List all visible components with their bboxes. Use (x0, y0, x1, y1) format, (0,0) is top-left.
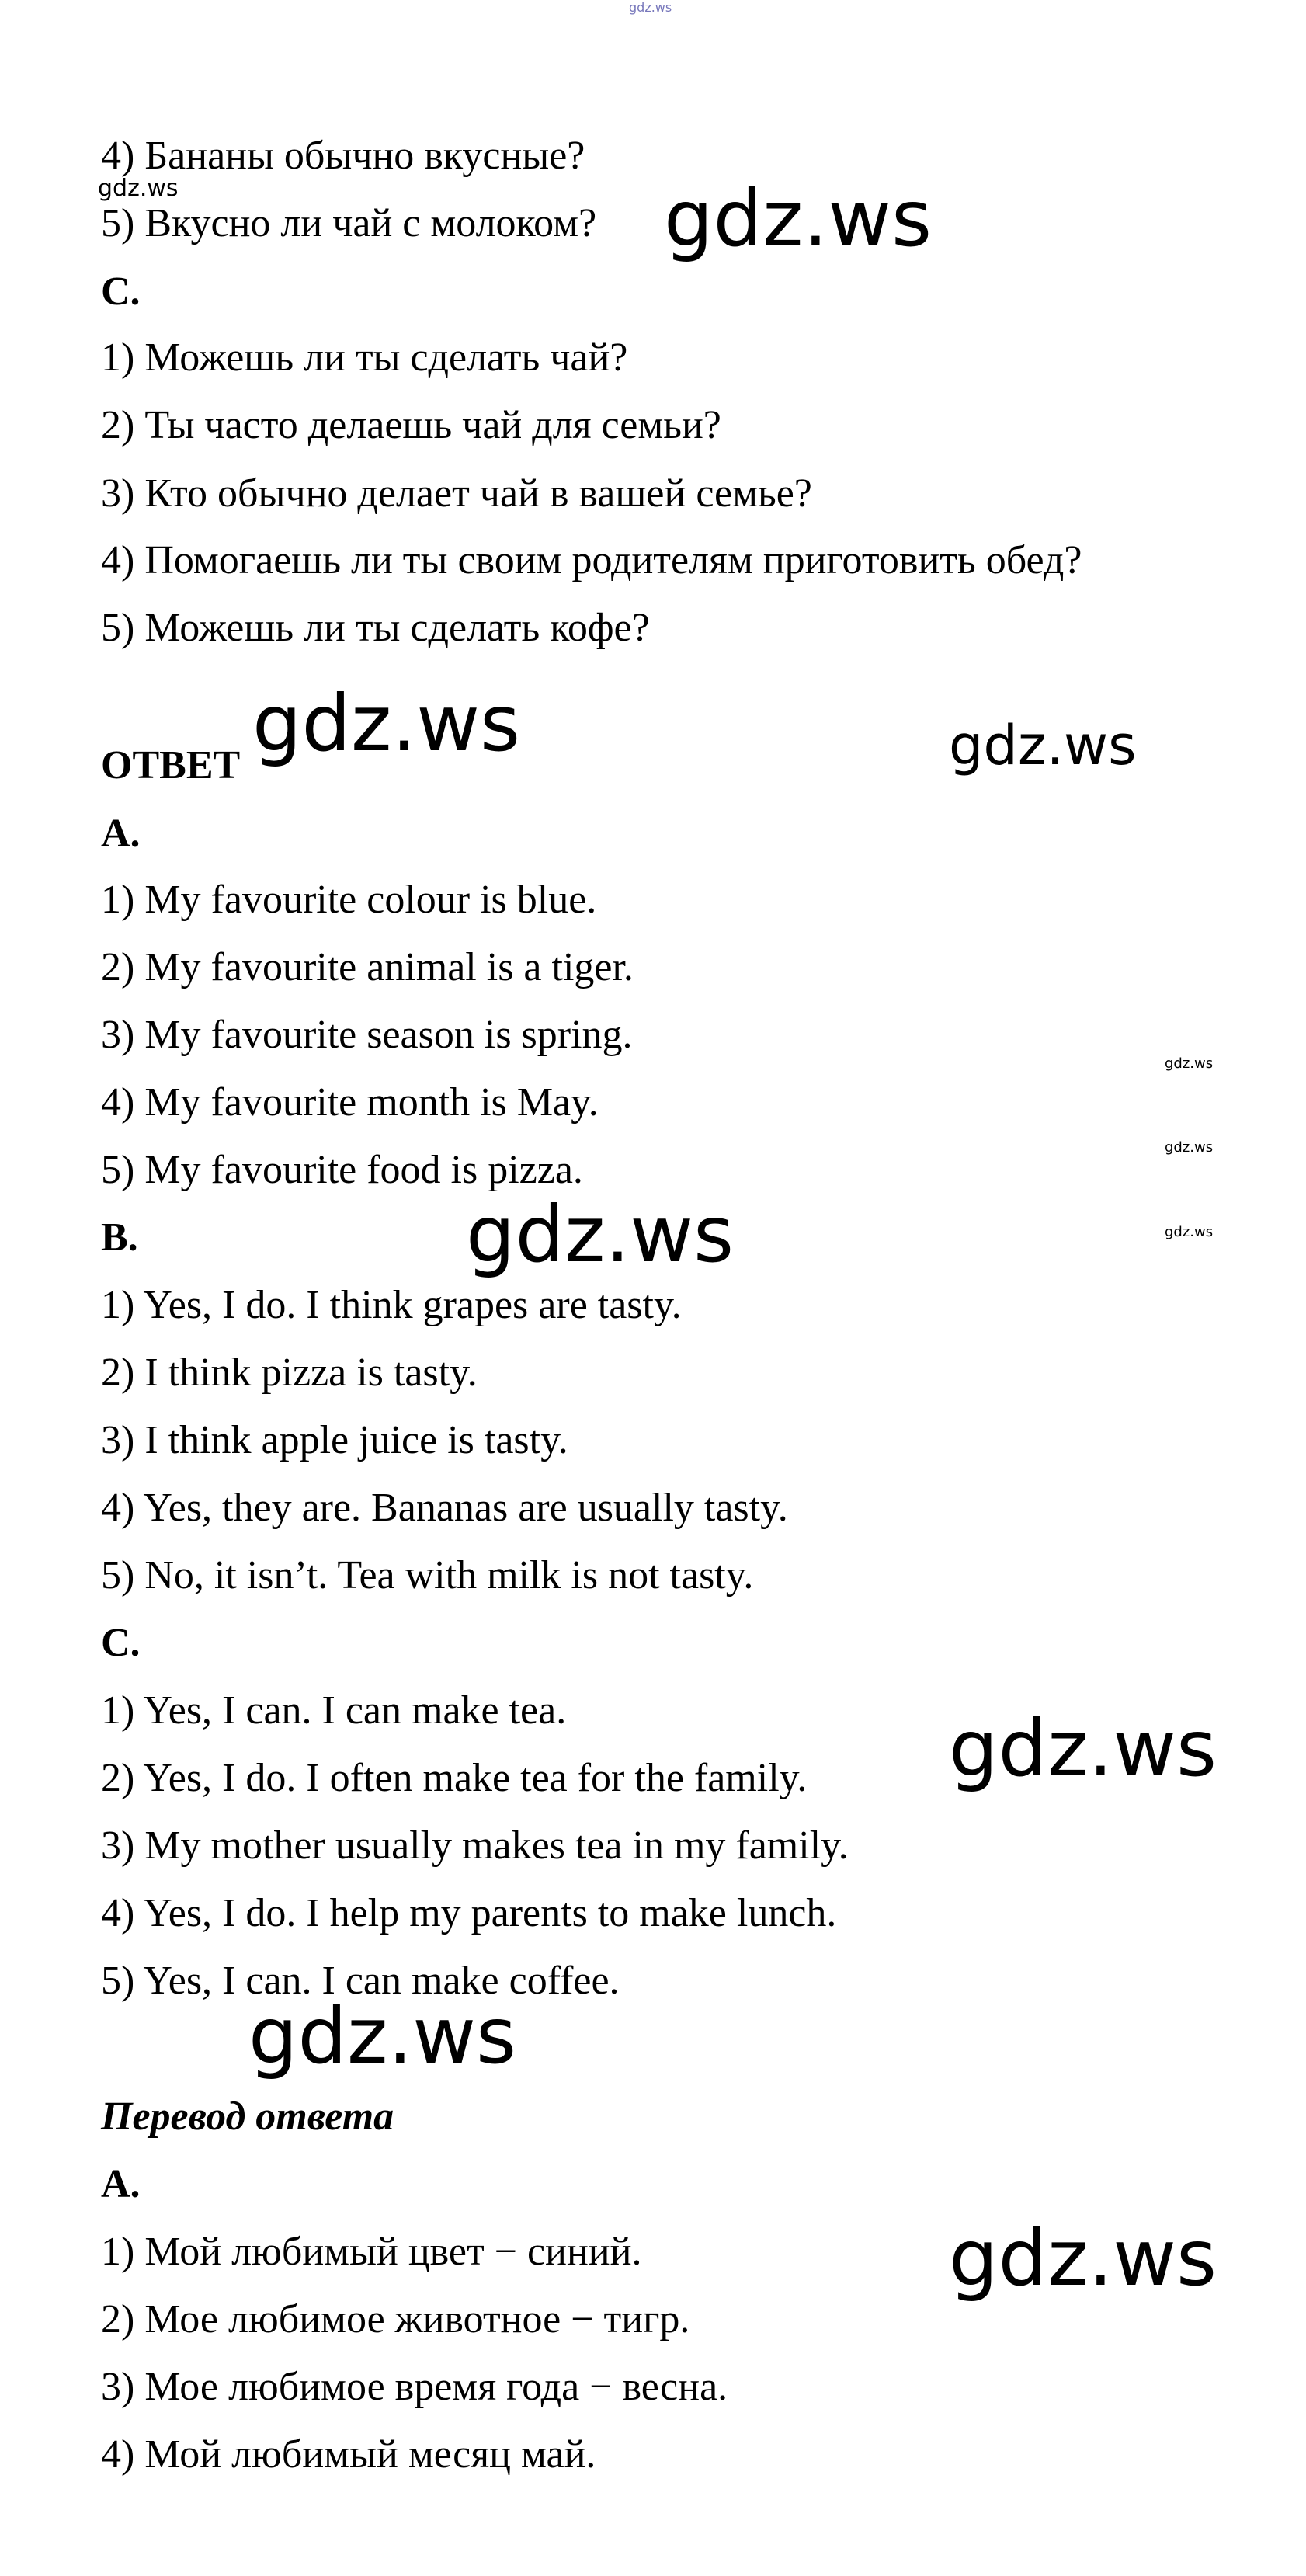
answer-a-item-2: 2) My favourite animal is a tiger. (101, 945, 634, 989)
translation-a-item-3: 3) Мое любимое время года − весна. (101, 2365, 728, 2409)
answer-c-heading: C. (101, 1621, 141, 1665)
watermark-big-2: gdz.ws (252, 678, 521, 769)
section-c-ru-item-2: 2) Ты часто делаешь чай для семьи? (101, 403, 721, 447)
section-c-ru-item-3: 3) Кто обычно делает чай в вашей семье? (101, 471, 812, 516)
answer-b-item-5: 5) No, it isn’t. Tea with milk is not tasty. (101, 1553, 754, 1597)
section-c-ru-item-4: 4) Помогаешь ли ты своим родителям приготовить обед? (101, 538, 1082, 582)
question-5: 5) Вкусно ли чай с молоком? (101, 201, 597, 245)
section-c-ru-heading: C. (101, 269, 141, 314)
watermark-big-5: gdz.ws (248, 1990, 517, 2081)
answer-b-item-2: 2) I think pizza is tasty. (101, 1351, 478, 1395)
section-c-ru-item-5: 5) Можешь ли ты сделать кофе? (101, 606, 650, 650)
watermark-top: gdz.ws (629, 0, 672, 15)
answer-a-item-4: 4) My favourite month is May. (101, 1080, 599, 1125)
watermark-big-4: gdz.ws (949, 1703, 1217, 1794)
watermark-big-3: gdz.ws (466, 1189, 735, 1280)
translation-a-heading: A. (101, 2162, 141, 2206)
translation-a-item-4: 4) Мой любимый месяц май. (101, 2432, 596, 2477)
section-c-ru-item-1: 1) Можешь ли ты сделать чай? (101, 335, 628, 380)
watermark-big-6: gdz.ws (949, 2213, 1217, 2303)
answer-c-item-5: 5) Yes, I can. I can make coffee. (101, 1959, 620, 2003)
answer-c-item-2: 2) Yes, I do. I often make tea for the family. (101, 1756, 808, 1800)
answer-a-item-1: 1) My favourite colour is blue. (101, 878, 597, 922)
answer-b-item-4: 4) Yes, they are. Bananas are usually tasty. (101, 1486, 788, 1530)
watermark-big-1: gdz.ws (664, 173, 933, 264)
answer-heading: ОТВЕТ (101, 743, 241, 787)
translation-a-item-1: 1) Мой любимый цвет − синий. (101, 2230, 642, 2274)
answer-b-item-3: 3) I think apple juice is tasty. (101, 1418, 568, 1462)
translation-heading: Перевод ответа (101, 2095, 394, 2139)
answer-a-item-3: 3) My favourite season is spring. (101, 1013, 633, 1057)
answer-c-item-3: 3) My mother usually makes tea in my family. (101, 1823, 849, 1868)
translation-a-item-2: 2) Мое любимое животное − тигр. (101, 2297, 690, 2341)
answer-a-heading: A. (101, 812, 141, 856)
answer-c-item-4: 4) Yes, I do. I help my parents to make lunch. (101, 1891, 837, 1935)
answer-b-heading: B. (101, 1215, 138, 1260)
watermark-mid-1: gdz.ws (949, 714, 1137, 777)
answer-c-item-1: 1) Yes, I can. I can make tea. (101, 1688, 567, 1733)
watermark-tiny-3: gdz.ws (1165, 1224, 1214, 1240)
watermark-tiny-1: gdz.ws (1165, 1055, 1214, 1072)
watermark-tiny-2: gdz.ws (1165, 1139, 1214, 1156)
question-4: 4) Бананы обычно вкусные? (101, 134, 585, 178)
answer-b-item-1: 1) Yes, I do. I think grapes are tasty. (101, 1283, 682, 1327)
watermark-small-1: gdz.ws (98, 175, 179, 202)
answer-a-item-5: 5) My favourite food is pizza. (101, 1148, 583, 1192)
